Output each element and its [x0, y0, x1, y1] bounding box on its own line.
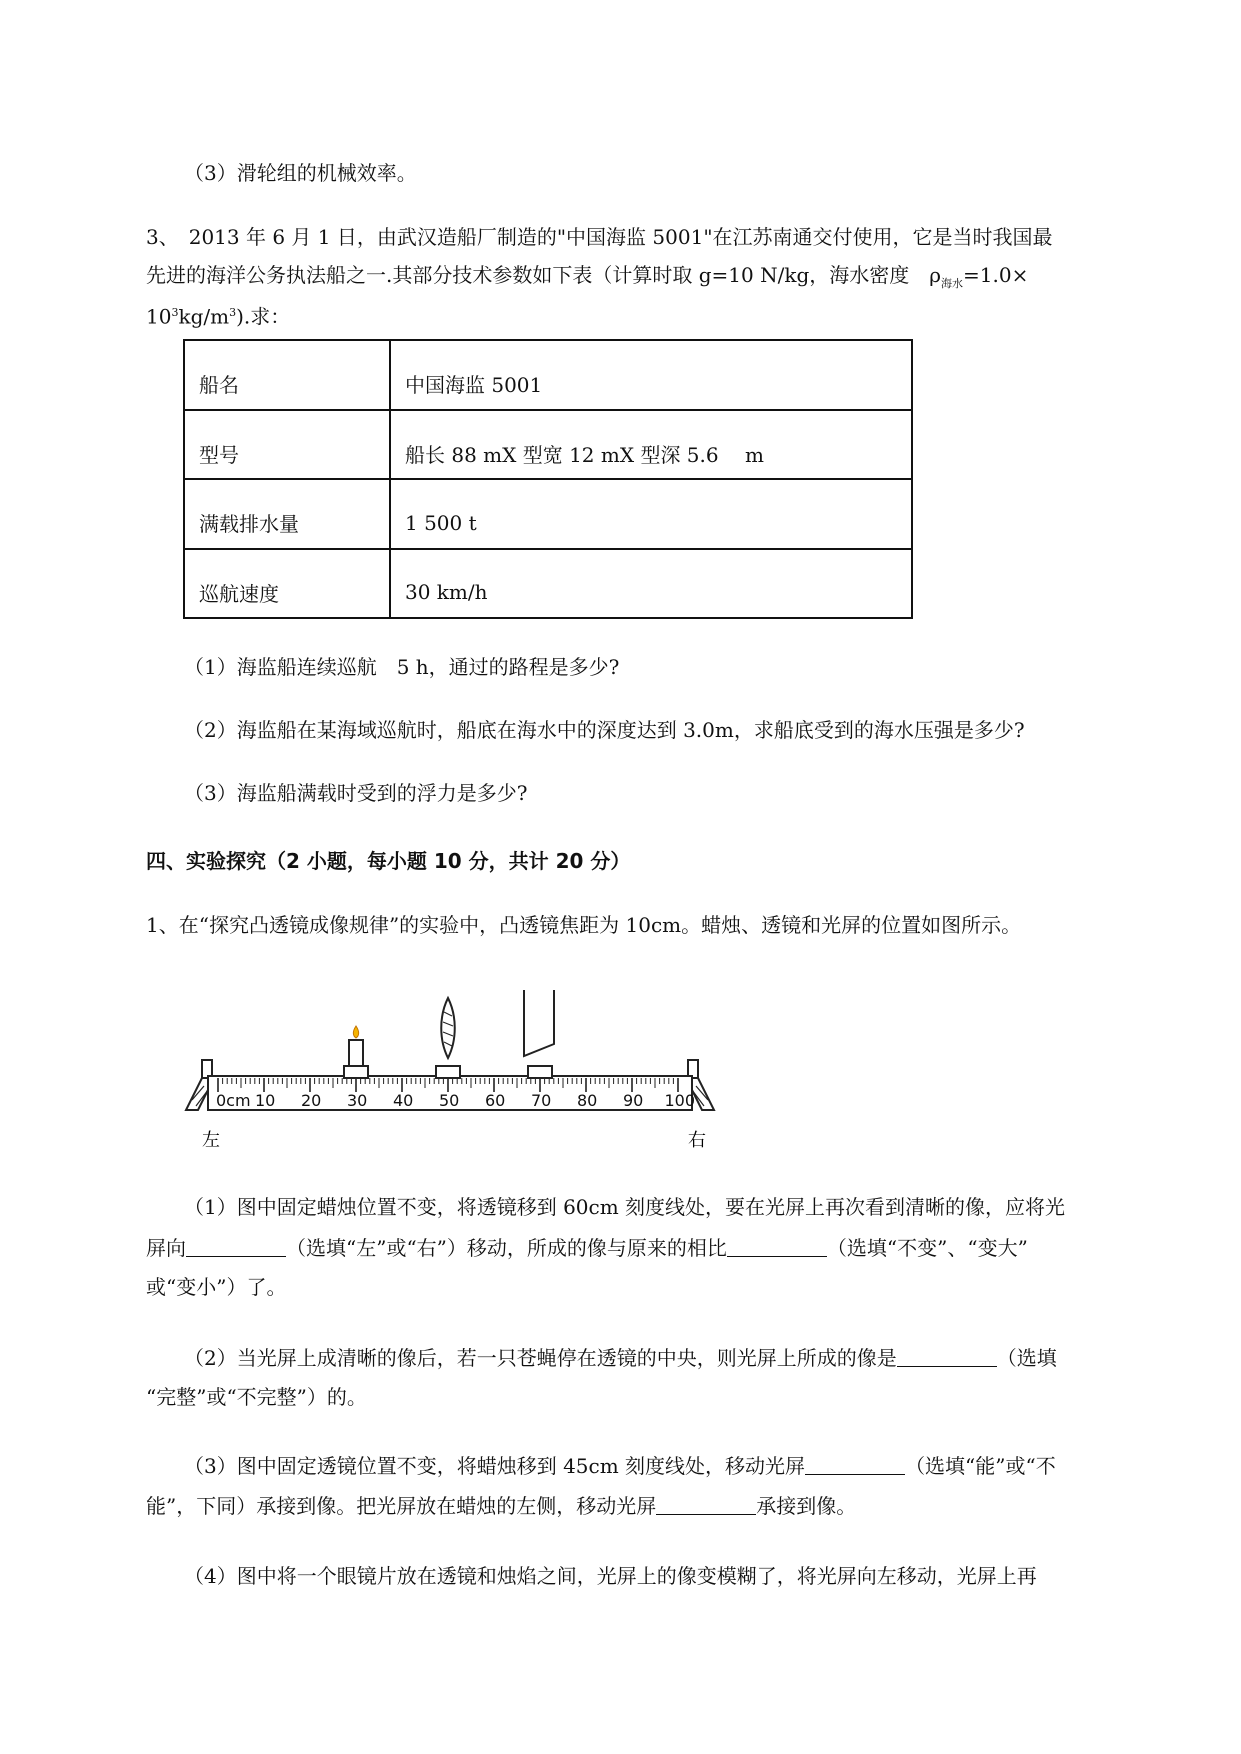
section4-title: 四、实验探究（2 小题，每小题 10 分，共计 20 分）: [146, 849, 631, 873]
q3-line3: $10^3kg/m^3$).求：: [146, 304, 291, 329]
e1-part1-line3: 或“变小”）了。: [146, 1275, 287, 1299]
table-row: [184, 479, 912, 549]
table-cell-label: 型号: [184, 410, 390, 480]
answer-blank[interactable]: [186, 1236, 286, 1257]
left-label: 左: [202, 1130, 220, 1151]
q3-part1: （1）海监船连续巡航 5 h，通过的路程是多少?: [184, 655, 620, 679]
table-cell-label: 船名: [184, 340, 390, 410]
answer-blank[interactable]: [897, 1346, 997, 1367]
e1-part3-line1: （3）图中固定透镜位置不变，将蜡烛移到 45cm 刻度线处，移动光屏 （选填“能”或“不: [184, 1454, 1056, 1478]
ruler-label: 30: [347, 1091, 368, 1110]
table-row: [184, 340, 912, 410]
answer-blank[interactable]: [656, 1494, 756, 1515]
e1-part4-line1: （4）图中将一个眼镜片放在透镜和烛焰之间，光屏上的像变模糊了，将光屏向左移动，光屏上再: [184, 1564, 1037, 1588]
ruler-label: 20: [301, 1091, 322, 1110]
table-row: [184, 549, 912, 619]
ruler-label: 70: [531, 1091, 552, 1110]
e1-part2-line2: “完整”或“不完整”）的。: [146, 1385, 367, 1409]
q3-line2: 先进的海洋公务执法船之一.其部分技术参数如下表（计算时取 g=10 N/kg，海水密度 $\rho_{海水}=1.0\times$: [146, 263, 1029, 290]
table-cell-value: 船长 88 mX 型宽 12 mX 型深 5.6 m: [390, 410, 912, 480]
e1-intro: 1、在“探究凸透镜成像规律”的实验中，凸透镜焦距为 10cm。蜡烛、透镜和光屏的位置如图所示。: [146, 913, 1022, 937]
table-cell-label: 满载排水量: [184, 479, 390, 549]
ship-spec-table: [183, 339, 913, 619]
ruler-label: 0cm: [216, 1091, 251, 1110]
table-cell-value: 中国海监 5001: [390, 340, 912, 410]
table-cell-label: 巡航速度: [184, 549, 390, 619]
ruler-label: 10: [255, 1091, 276, 1110]
e1-part2-line1: （2）当光屏上成清晰的像后，若一只苍蝇停在透镜的中央，则光屏上所成的像是 （选填: [184, 1346, 1057, 1370]
table-row: [184, 410, 912, 480]
candle: [344, 1026, 368, 1078]
e1-part1-line1: （1）图中固定蜡烛位置不变，将透镜移到 60cm 刻度线处，要在光屏上再次看到清晰的像，应将光: [184, 1195, 1066, 1219]
ruler-label: 80: [577, 1091, 598, 1110]
answer-blank[interactable]: [805, 1454, 905, 1475]
table-cell-value: 30 km/h: [390, 549, 912, 619]
q3-line1: 3、 2013 年 6 月 1 日，由武汉造船厂制造的"中国海监 5001"在江苏南通交付使用，它是当时我国最: [146, 225, 1053, 249]
q3-part3: （3）海监船满载时受到的浮力是多少?: [184, 781, 528, 805]
e1-part1-line2: 屏向 （选填“左”或“右”）移动，所成的像与原来的相比 （选填“不变”、“变大”: [146, 1236, 1028, 1260]
q3-part2: （2）海监船在某海域巡航时，船底在海水中的深度达到 3.0m，求船底受到的海水压强是多少?: [184, 718, 1025, 742]
right-label: 右: [688, 1130, 706, 1151]
light-screen: [524, 990, 554, 1078]
ruler-label: 90: [623, 1091, 644, 1110]
q2-part3: （3）滑轮组的机械效率。: [184, 161, 417, 185]
table-cell-value: 1 500 t: [390, 479, 912, 549]
convex-lens: [436, 998, 460, 1078]
ruler-label: 100: [664, 1091, 696, 1110]
answer-blank[interactable]: [727, 1236, 827, 1257]
ruler-label: 60: [485, 1091, 506, 1110]
ruler-label: 50: [439, 1091, 460, 1110]
optical-bench-diagram: [178, 990, 718, 1160]
e1-part3-line2: 能”，下同）承接到像。把光屏放在蜡烛的左侧，移动光屏 承接到像。: [146, 1494, 857, 1518]
ruler-label: 40: [393, 1091, 414, 1110]
